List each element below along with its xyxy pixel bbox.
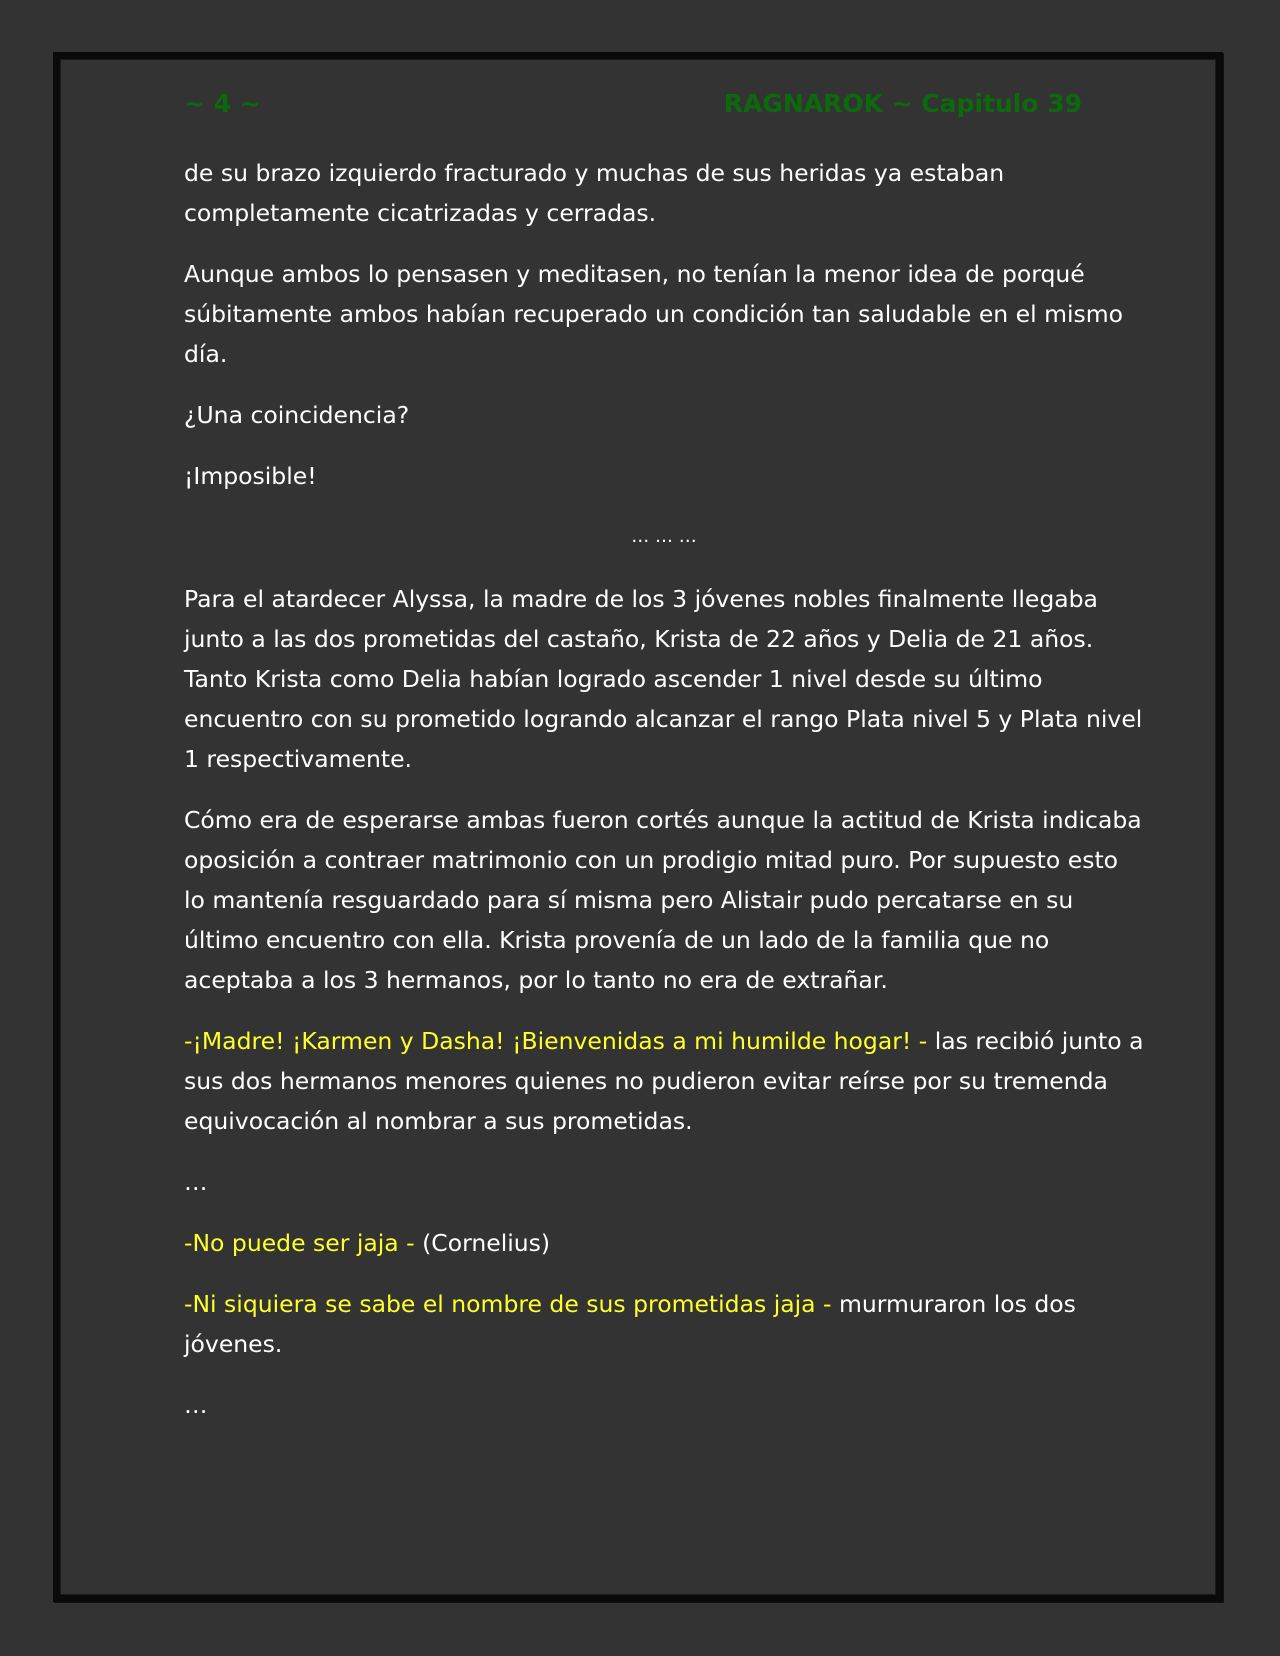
paragraph: Aunque ambos lo pensasen y meditasen, no tenían la menor idea de porqué súbitamente ambos habían recuperado un condición tan saludable en el mismo día. [184, 260, 1124, 368]
dialog-line: -¡Madre! ¡Karmen y Dasha! ¡Bienvenidas a mi humilde hogar! - [184, 1027, 928, 1055]
paragraph: ¡Imposible! [184, 462, 317, 490]
narration: (Cornelius) [414, 1229, 551, 1257]
dialog-paragraph [184, 1223, 1144, 1263]
paragraph: Para el atardecer Alyssa, la madre de los 3 jóvenes nobles finalmente llegaba junto a las dos prometidas del castaño, Krista de 22 años y Delia de 21 años. Tanto Krista como Delia habían logrado ascender 1 nivel desde su último encuentro con su prometido logrando alcanzar el rango Plata nivel 5 y Plata nivel 1 respectivamente. [184, 585, 1143, 773]
paragraph: Cómo era de esperarse ambas fueron cortés aunque la actitud de Krista indicaba oposición a contraer matrimonio con un prodigio mitad puro. Por supuesto esto lo mantenía resguardado para sí misma pero Alistair pudo percatarse en su último encuentro con ella. Krista provenía de un lado de la familia que no aceptaba a los 3 hermanos, por lo tanto no era de extrañar. [184, 806, 1142, 994]
dialog-paragraph [184, 1021, 1144, 1141]
page-number: ~ 4 ~ [184, 88, 261, 118]
narration: las recibió junto a sus dos hermanos menores quienes no pudieron evitar reírse por su tremenda equivocación al nombrar a sus prometidas. [184, 1027, 1144, 1135]
dialog-line: -Ni siquiera se sabe el nombre de sus prometidas jaja - [184, 1290, 832, 1318]
chapter-body [184, 153, 1144, 1446]
page-frame [53, 52, 1223, 1602]
ellipsis-line: … [184, 1391, 208, 1419]
dialog-paragraph [184, 1284, 1144, 1364]
scene-separator: … … … [631, 526, 697, 547]
dialog-line: -No puede ser jaja - [184, 1229, 415, 1257]
running-title: RAGNAROK ~ Capitulo 39 [723, 88, 1082, 118]
ellipsis-line: … [184, 1168, 208, 1196]
page-header [184, 83, 1082, 123]
narration: murmuraron los dos jóvenes. [184, 1290, 1076, 1358]
paragraph: ¿Una coincidencia? [184, 401, 410, 429]
paragraph: de su brazo izquierdo fracturado y muchas de sus heridas ya estaban completamente cicatrizadas y cerradas. [184, 159, 1005, 227]
